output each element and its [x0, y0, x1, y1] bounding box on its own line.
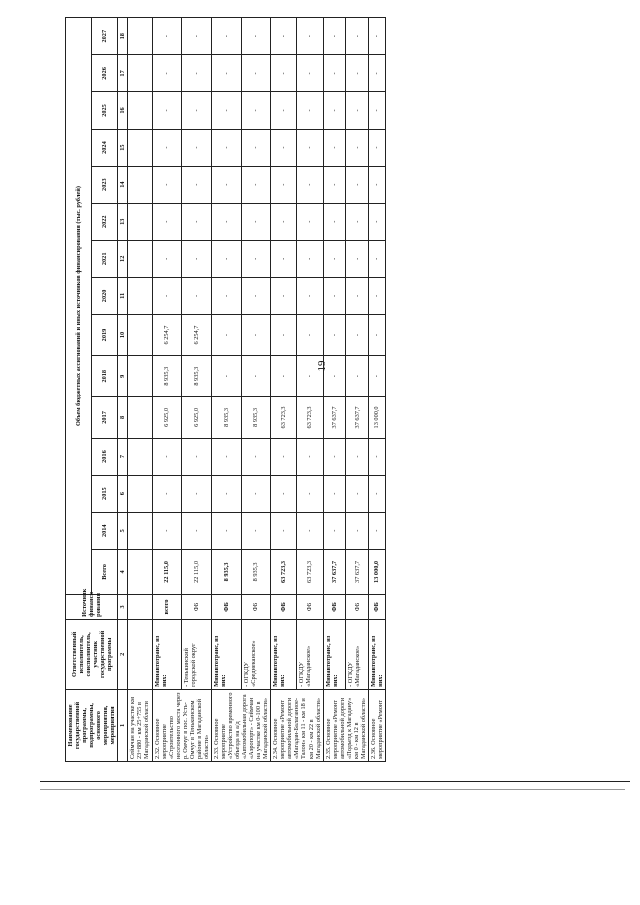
year-value: -: [211, 166, 241, 203]
year-value: -: [346, 314, 369, 355]
year-value: -: [152, 240, 182, 277]
year-value: -: [368, 356, 385, 397]
year-value: -: [297, 277, 323, 314]
responsible-executor: - ОГКДУ «Магаданское»: [346, 619, 369, 689]
table-row: [323, 18, 346, 762]
measure-name: 2.32. Основное мероприятие «Строительство несезонного моста через р. Омчуг в пос. Усть-Омчуг в Тенькинском районе в Магаданской области»: [152, 689, 211, 761]
year-value: -: [323, 203, 346, 240]
responsible-executor: Минавтотранс, из них:: [211, 619, 241, 689]
year-value: -: [241, 438, 271, 475]
year-value: -: [152, 438, 182, 475]
year-value: -: [368, 203, 385, 240]
financing-table: [65, 17, 386, 762]
column-number: 8: [118, 397, 128, 438]
year-value: -: [346, 438, 369, 475]
year-value: -: [346, 18, 369, 55]
year-value: -: [323, 438, 346, 475]
header-year: 2022: [92, 203, 118, 240]
total-value: 8 935,3: [211, 549, 241, 594]
year-value: -: [211, 129, 241, 166]
column-number: 6: [118, 475, 128, 512]
year-value: -: [241, 92, 271, 129]
funding-source: ФБ: [323, 595, 346, 620]
year-value: -: [346, 55, 369, 92]
year-value: -: [182, 55, 212, 92]
table-row: [241, 18, 271, 762]
year-value: -: [271, 55, 297, 92]
table-row: [128, 18, 152, 762]
funding-source: ФБ: [211, 595, 241, 620]
year-value: -: [152, 203, 182, 240]
year-value: -: [368, 512, 385, 549]
year-value: -: [346, 129, 369, 166]
funding-source: ФБ: [241, 595, 271, 620]
column-number: 14: [118, 166, 128, 203]
year-value: -: [241, 18, 271, 55]
header-responsible: Ответственный исполнитель, соисполнитель, участник государственной программы: [66, 619, 118, 689]
scan-edge-line: [40, 781, 630, 782]
year-value: -: [297, 92, 323, 129]
rotated-table-container: [65, 17, 585, 762]
year-value: -: [211, 438, 241, 475]
year-value: -: [211, 512, 241, 549]
year-value: -: [211, 203, 241, 240]
year-value: -: [182, 475, 212, 512]
column-number: 18: [118, 18, 128, 55]
column-number: 13: [118, 203, 128, 240]
year-value: -: [152, 512, 182, 549]
year-value: -: [211, 92, 241, 129]
year-value: -: [368, 166, 385, 203]
year-value: 13 000,0: [368, 397, 385, 438]
year-value: -: [323, 277, 346, 314]
empty-cell: [128, 18, 152, 55]
empty-cell: [128, 549, 152, 594]
year-value: -: [152, 55, 182, 92]
measure-name: 2.35. Основное мероприятие «Ремонт автомобильной дороги «Подъезд к Магадану» км 0 - км 12 в Магаданской области»: [323, 689, 368, 761]
responsible-executor: Минавтотранс, из них:: [323, 619, 346, 689]
year-value: -: [241, 475, 271, 512]
table-row: [346, 18, 369, 762]
measure-name: Сеймчан на участке км 23+880 - км 25+755 в Магаданской области: [128, 689, 152, 761]
header-year: 2016: [92, 438, 118, 475]
empty-cell: [128, 277, 152, 314]
year-value: -: [271, 314, 297, 355]
year-value: -: [182, 203, 212, 240]
table-row: [211, 18, 241, 762]
year-value: -: [297, 512, 323, 549]
year-value: -: [182, 240, 212, 277]
measure-name: 2.33. Основное мероприятие «Устройство временного объезда на а/д «Автомобильная дорога «Аэропорт» - Сеймчан на участке км 0-100 в Магаданской области»: [211, 689, 270, 761]
year-value: -: [241, 203, 271, 240]
year-value: -: [271, 512, 297, 549]
measure-name: 2.36. Основное мероприятие «Ремонт: [368, 689, 385, 761]
column-number: 3: [118, 595, 128, 620]
total-value: 22 115,0: [182, 549, 212, 594]
year-value: -: [323, 92, 346, 129]
year-value: -: [271, 203, 297, 240]
year-value: -: [241, 512, 271, 549]
year-value: -: [323, 475, 346, 512]
empty-cell: [128, 166, 152, 203]
year-value: -: [271, 166, 297, 203]
total-value: 13 000,0: [368, 549, 385, 594]
year-value: -: [182, 129, 212, 166]
year-value: -: [211, 356, 241, 397]
header-year: 2019: [92, 314, 118, 355]
year-value: 6 254,7: [152, 314, 182, 355]
empty-cell: [128, 55, 152, 92]
total-value: 37 637,7: [346, 549, 369, 594]
year-value: -: [211, 18, 241, 55]
header-year: 2024: [92, 129, 118, 166]
year-value: -: [346, 203, 369, 240]
table-row: [297, 18, 323, 762]
column-number: 17: [118, 55, 128, 92]
header-name: Наименование государственной программы, подпрограммы, основного мероприятия, мероприятия: [66, 689, 118, 761]
table-row: [271, 18, 297, 762]
funding-source: ФБ: [368, 595, 385, 620]
header-source: Источник финанси-рования: [66, 595, 118, 620]
header-year: 2026: [92, 55, 118, 92]
column-number: 7: [118, 438, 128, 475]
year-value: -: [152, 277, 182, 314]
year-value: -: [368, 438, 385, 475]
header-year: 2020: [92, 277, 118, 314]
year-value: -: [211, 475, 241, 512]
year-value: -: [368, 240, 385, 277]
page-number: 19: [316, 360, 328, 372]
year-value: -: [241, 277, 271, 314]
table-row: [182, 18, 212, 762]
responsible-executor: - Тенькинский городской округ: [182, 619, 212, 689]
year-value: -: [297, 203, 323, 240]
total-value: 37 637,7: [323, 549, 346, 594]
funding-source: ФБ: [271, 595, 297, 620]
column-number: 4: [118, 549, 128, 594]
responsible-executor: Минавтотранс, из них:: [368, 619, 385, 689]
header-year: 2017: [92, 397, 118, 438]
year-value: -: [271, 438, 297, 475]
column-number: 11: [118, 277, 128, 314]
year-value: 8 935,3: [152, 356, 182, 397]
funding-source: ФБ: [346, 595, 369, 620]
header-total: Всего: [92, 549, 118, 594]
column-number: 16: [118, 92, 128, 129]
year-value: -: [297, 240, 323, 277]
empty-cell: [128, 512, 152, 549]
year-value: -: [152, 166, 182, 203]
year-value: -: [323, 356, 346, 397]
year-value: 8 935,3: [241, 397, 271, 438]
empty-cell: [128, 397, 152, 438]
empty-cell: [128, 356, 152, 397]
year-value: -: [211, 55, 241, 92]
year-value: -: [368, 314, 385, 355]
responsible-executor: Минавтотранс, из них:: [152, 619, 182, 689]
year-value: -: [152, 475, 182, 512]
empty-cell: [128, 203, 152, 240]
year-value: -: [323, 55, 346, 92]
year-value: -: [182, 166, 212, 203]
year-value: -: [346, 277, 369, 314]
year-value: -: [323, 18, 346, 55]
year-value: -: [368, 55, 385, 92]
total-value: 63 723,3: [271, 549, 297, 594]
empty-cell: [128, 619, 152, 689]
year-value: -: [182, 512, 212, 549]
year-value: -: [346, 240, 369, 277]
year-value: -: [323, 166, 346, 203]
year-value: -: [152, 92, 182, 129]
measure-name: 2.34. Основное мероприятие «Ремонт автомобильной дороги «Магадан-Балаганное-Талон» км 11 - км 18 и км 20 - км 22 в Магаданской области»: [271, 689, 323, 761]
year-value: -: [271, 475, 297, 512]
year-value: -: [241, 166, 271, 203]
year-value: -: [368, 92, 385, 129]
column-number: 12: [118, 240, 128, 277]
year-value: 8 935,3: [182, 356, 212, 397]
year-value: 6 925,0: [152, 397, 182, 438]
year-value: -: [297, 475, 323, 512]
empty-cell: [128, 475, 152, 512]
empty-cell: [128, 314, 152, 355]
empty-cell: [128, 240, 152, 277]
empty-cell: [128, 595, 152, 620]
year-value: -: [271, 18, 297, 55]
year-value: -: [241, 314, 271, 355]
funding-source: ФБ: [297, 595, 323, 620]
year-value: -: [323, 512, 346, 549]
year-value: 6 925,0: [182, 397, 212, 438]
funding-source: всего: [152, 595, 182, 620]
responsible-executor: - ОГКДУ «Среднеканское»: [241, 619, 271, 689]
total-value: 8 935,3: [241, 549, 271, 594]
year-value: -: [182, 18, 212, 55]
year-value: -: [368, 277, 385, 314]
header-year: 2015: [92, 475, 118, 512]
table-row: [152, 18, 182, 762]
total-value: 22 115,0: [152, 549, 182, 594]
year-value: -: [271, 277, 297, 314]
scan-edge-line: [40, 789, 625, 790]
column-number: 5: [118, 512, 128, 549]
year-value: -: [182, 92, 212, 129]
year-value: -: [297, 166, 323, 203]
year-value: 8 935,3: [211, 397, 241, 438]
header-year: 2021: [92, 240, 118, 277]
year-value: -: [297, 18, 323, 55]
header-year: 2014: [92, 512, 118, 549]
year-value: -: [346, 512, 369, 549]
year-value: -: [241, 356, 271, 397]
year-value: -: [241, 129, 271, 166]
empty-cell: [128, 129, 152, 166]
year-value: -: [297, 129, 323, 166]
year-value: -: [152, 129, 182, 166]
year-value: -: [346, 92, 369, 129]
year-value: -: [152, 18, 182, 55]
year-value: 37 637,7: [323, 397, 346, 438]
year-value: -: [241, 55, 271, 92]
year-value: -: [271, 240, 297, 277]
year-value: -: [211, 314, 241, 355]
year-value: -: [346, 475, 369, 512]
year-value: -: [297, 438, 323, 475]
year-value: -: [271, 129, 297, 166]
year-value: 63 723,3: [297, 397, 323, 438]
empty-cell: [128, 438, 152, 475]
header-year: 2023: [92, 166, 118, 203]
header-year: 2018: [92, 356, 118, 397]
year-value: -: [211, 240, 241, 277]
total-value: 63 723,3: [297, 549, 323, 594]
year-value: -: [241, 240, 271, 277]
year-value: -: [346, 356, 369, 397]
year-value: -: [323, 314, 346, 355]
year-value: -: [211, 277, 241, 314]
year-value: -: [368, 129, 385, 166]
year-value: 6 254,7: [182, 314, 212, 355]
responsible-executor: - ОГКДУ «Магаданское»: [297, 619, 323, 689]
year-value: -: [182, 277, 212, 314]
year-value: -: [323, 129, 346, 166]
year-value: -: [182, 438, 212, 475]
column-number: 2: [118, 619, 128, 689]
column-number: 9: [118, 356, 128, 397]
year-value: -: [297, 55, 323, 92]
year-value: -: [271, 92, 297, 129]
empty-cell: [128, 92, 152, 129]
table-row: [368, 18, 385, 762]
year-value: -: [346, 166, 369, 203]
year-value: -: [323, 240, 346, 277]
year-value: 63 723,3: [271, 397, 297, 438]
year-value: -: [297, 314, 323, 355]
year-value: -: [368, 18, 385, 55]
header-year: 2025: [92, 92, 118, 129]
column-number: 10: [118, 314, 128, 355]
column-number: 1: [118, 689, 128, 761]
year-value: -: [297, 356, 323, 397]
header-volume: Объем бюджетных ассигнований и иных источников финансирования (тыс. рублей): [66, 18, 92, 595]
funding-source: ФБ: [182, 595, 212, 620]
header-year: 2027: [92, 18, 118, 55]
column-number: 15: [118, 129, 128, 166]
year-value: -: [368, 475, 385, 512]
responsible-executor: Минавтотранс, из них:: [271, 619, 297, 689]
year-value: 37 637,7: [346, 397, 369, 438]
year-value: -: [271, 356, 297, 397]
